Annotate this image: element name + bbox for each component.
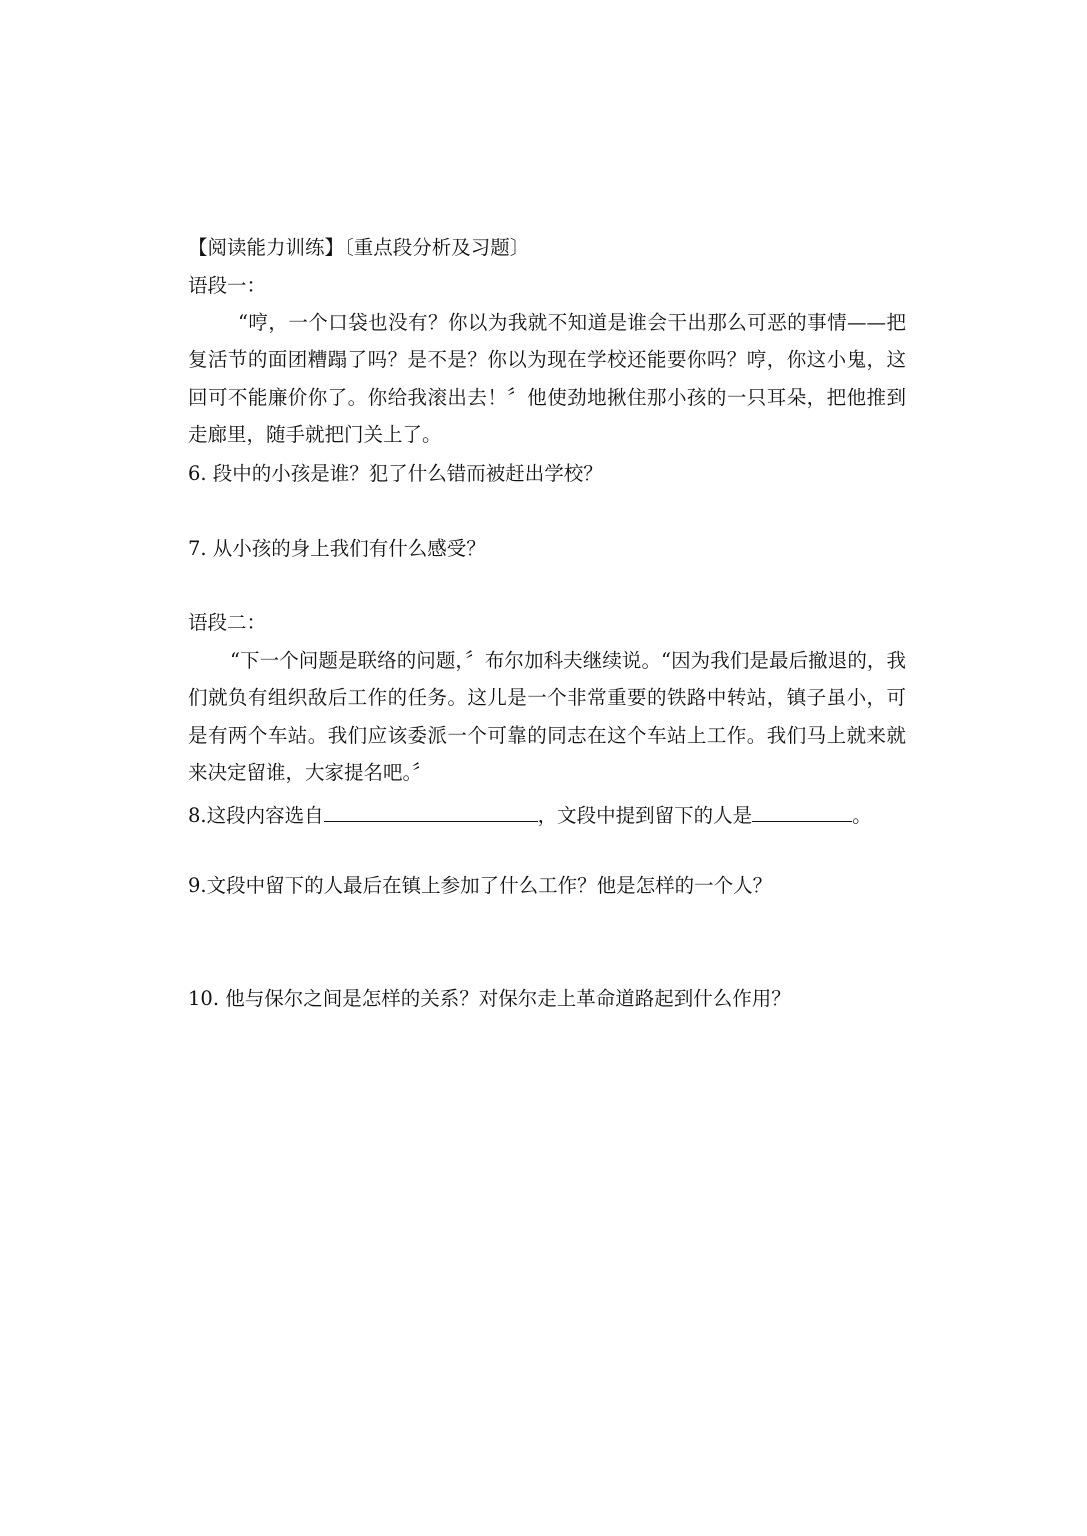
question-10: 10. 他与保尔之间是怎样的关系？对保尔走上革命道路起到什么作用？ xyxy=(188,987,791,1010)
question-8 xyxy=(188,799,872,829)
question-8-text-c: 。 xyxy=(852,804,872,827)
section2-label: 语段二： xyxy=(188,611,267,634)
answer-blank-source[interactable] xyxy=(324,799,538,822)
section1-paragraph: “哼，一个口袋也没有？你以为我就不知道是谁会干出那么可恶的事情——把复活节的面团糟蹋了吗？是不是？你以为现在学校还能要你吗？哼，你这小鬼，这回可不能廉价你了。你给我滚出去！〞他使劲地揪住那小孩的一只耳朵，把他推到走廊里，随手就把门关上了。 xyxy=(188,311,906,446)
question-8-text-a: 8.这段内容选自 xyxy=(188,804,324,827)
answer-blank-person[interactable] xyxy=(752,799,852,822)
section2-paragraph: “下一个问题是联络的问题，〞布尔加科夫继续说。“因为我们是最后撤退的，我们就负有组织敌后工作的任务。这儿是一个非常重要的铁路中转站，镇子虽小，可是有两个车站。我们应该委派一个可靠的同志在这个车站上工作。我们马上就来就来决定留谁，大家提名吧。〞 xyxy=(188,649,906,784)
question-6: 6. 段中的小孩是谁？犯了什么错而被赶出学校？ xyxy=(188,462,603,485)
question-9: 9.文段中留下的人最后在镇上参加了什么工作？他是怎样的一个人？ xyxy=(188,874,773,897)
question-7: 7. 从小孩的身上我们有什么感受？ xyxy=(188,537,486,560)
section1-label: 语段一： xyxy=(188,274,267,297)
question-8-text-b: ，文段中提到留下的人是 xyxy=(537,804,753,827)
worksheet-title: 【阅读能力训练】〔重点段分析及习题〕 xyxy=(188,236,530,259)
